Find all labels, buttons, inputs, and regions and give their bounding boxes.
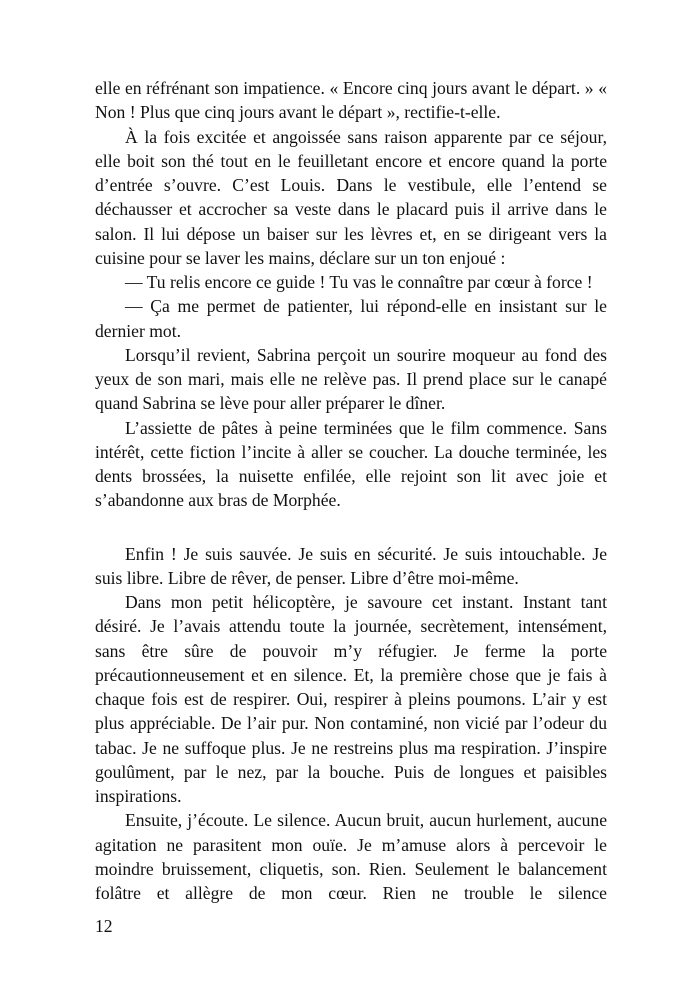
- page-number: 12: [95, 916, 113, 936]
- paragraph: elle en réfrénant son impatience. « Encore cinq jours avant le départ. » « Non ! Plus que cinq jours avant le départ », rectifie-t-elle.: [95, 78, 607, 123]
- paragraph: Lorsqu’il revient, Sabrina perçoit un sourire moqueur au fond des yeux de son mari, mais elle ne relève pas. Il prend place sur le canapé quand Sabrina se lève pour aller préparer le dîner.: [95, 344, 607, 414]
- paragraph: Dans mon petit hélicoptère, je savoure cet instant. Instant tant désiré. Je l’avais attendu toute la journée, secrètement, intensément, sans être sûre de pouvoir m’y réfugier. Je ferme la porte précautionneusement et en silence. Et, la première chose que je fais à chaque fois est de respirer. Oui, respirer à pleins poumons. L’air y est plus appréciable. De l’air pur. Non contaminé, non vicié par l’odeur du tabac. Je ne suffoque plus. Je ne restreins plus ma respiration. J’inspire goulûment, par le nez, par la bouche. Puis de longues et paisibles inspirations.: [95, 592, 607, 806]
- paragraph: À la fois excitée et angoissée sans raison apparente par ce séjour, elle boit son thé tout en le feuilletant encore et encore quand la porte d’entrée s’ouvre. C’est Louis. Dans le vestibule, elle l’entend se déchausser et accrocher sa veste dans le placard puis il arrive dans le salon. Il lui dépose un baiser sur les lèvres et, en se dirigeant vers la cuisine pour se laver les mains, déclare sur un ton enjoué :: [95, 126, 607, 268]
- paragraph: L’assiette de pâtes à peine terminées que le film commence. Sans intérêt, cette fiction l’incite à aller se coucher. La douche terminée, les dents brossées, la nuisette enfilée, elle rejoint son lit avec joie et s’abandonne aux bras de Morphée.: [95, 417, 607, 511]
- section-break: [95, 513, 607, 542]
- paragraph: Ensuite, j’écoute. Le silence. Aucun bruit, aucun hurlement, aucune agitation ne parasitent mon ouïe. Je m’amuse alors à percevoir le moindre bruissement, cliquetis, son. Rien. Seulement le balancement folâtre et allègre de mon cœur. Rien ne trouble le silence: [95, 810, 607, 903]
- paragraph: Enfin ! Je suis sauvée. Je suis en sécurité. Je suis intouchable. Je suis libre. Libre de rêver, de penser. Libre d’être moi-même.: [95, 543, 607, 588]
- dialogue-line: — Tu relis encore ce guide ! Tu vas le connaître par cœur à force !: [125, 272, 593, 292]
- page-body: [95, 76, 607, 905]
- dialogue-line: — Ça me permet de patienter, lui répond-elle en insistant sur le dernier mot.: [95, 296, 607, 341]
